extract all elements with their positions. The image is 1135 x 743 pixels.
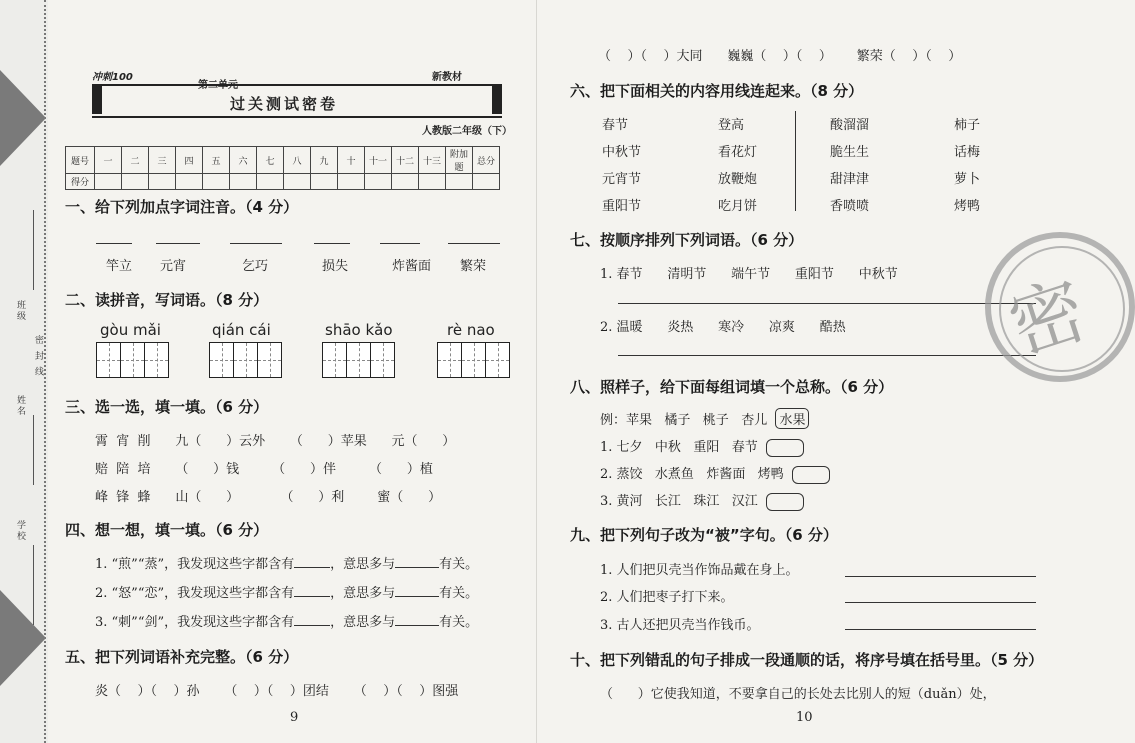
q6-col1-1[interactable]: 春节 xyxy=(602,118,629,133)
q1-answer-3[interactable] xyxy=(230,243,282,244)
q9-title: 九、把下列句子改为“被”字句。（6 分） xyxy=(570,526,838,544)
q7-answer-line-1[interactable] xyxy=(618,303,1036,304)
q1-word-2: 元宵 xyxy=(160,259,187,274)
q10-row[interactable]: （ ）它使我知道，不要拿自己的长处去比别人的短（duǎn）处， xyxy=(600,687,996,702)
q1-answer-2[interactable] xyxy=(156,243,200,244)
q2-grid-3[interactable] xyxy=(322,342,394,378)
q9-row-2: 2. 人们把枣子打下来。 xyxy=(600,590,734,605)
q6-col3-4[interactable]: 香喷喷 xyxy=(830,199,870,214)
q2-pinyin-2: qián cái xyxy=(212,321,271,339)
binding-label-class: 班级 xyxy=(15,300,25,322)
q1-title: 一、给下列加点字词注音。（4 分） xyxy=(65,198,299,216)
q2-title: 二、读拼音，写词语。（8 分） xyxy=(65,291,269,309)
score-table: 题号 一 二 三 四 五 六 七 八 九 十 十一 十二 十三 附加题 总分 得分 xyxy=(65,146,500,190)
q1-word-4: 损失 xyxy=(322,259,349,274)
q2-pinyin-1: gòu mǎi xyxy=(100,321,161,339)
q10-title: 十、把下列错乱的句子排成一段通顺的话，将序号填在括号里。（5 分） xyxy=(570,651,1044,669)
q1-answer-5[interactable] xyxy=(380,243,420,244)
q3-row-1[interactable]: 霄 宵 削 九（ ）云外 （ ）苹果 元（ ） xyxy=(95,434,456,449)
q5-title: 五、把下列词语补充完整。（6 分） xyxy=(65,648,299,666)
q4-title: 四、想一想，填一填。（6 分） xyxy=(65,521,269,539)
q1-word-3: 乞巧 xyxy=(242,259,269,274)
q1-word-6: 繁荣 xyxy=(460,259,487,274)
grade-label: 人教版二年级（下） xyxy=(422,126,512,137)
q2-pinyin-4: rè nao xyxy=(447,321,495,339)
q7-answer-line-2[interactable] xyxy=(618,355,1036,356)
stamp-text: 密 xyxy=(999,266,1097,372)
q4-row-3[interactable]: 3. “刺”“剑”，我发现这些字都含有 ，意思多与 有关。 xyxy=(95,615,479,630)
q6-col2-1[interactable]: 登高 xyxy=(718,118,745,133)
q6-title: 六、把下面相关的内容用线连起来。（8 分） xyxy=(570,82,864,100)
edition-label: 新教材 xyxy=(432,72,462,83)
q5-continued-row[interactable]: （ ）（ ）大同 巍巍（ ）（ ） 繁荣（ ）（ ） xyxy=(598,49,962,64)
q1-answer-6[interactable] xyxy=(448,243,500,244)
q3-row-2[interactable]: 赔 陪 培 （ ）钱 （ ）伴 （ ）植 xyxy=(95,462,433,477)
q7-title: 七、按顺序排列下列词语。（6 分） xyxy=(570,231,804,249)
q6-col4-2[interactable]: 话梅 xyxy=(954,145,981,160)
q6-col1-3[interactable]: 元宵节 xyxy=(602,172,642,187)
q2-grid-1[interactable] xyxy=(96,342,168,378)
q8-row-1[interactable]: 1. 七夕 中秋 重阳 春节 xyxy=(600,436,804,457)
page-number-left: 9 xyxy=(290,710,299,725)
q6-col4-4[interactable]: 烤鸭 xyxy=(954,199,981,214)
q2-grid-4[interactable] xyxy=(437,342,509,378)
q8-row-3[interactable]: 3. 黄河 长江 珠江 汉江 xyxy=(600,490,804,511)
page-number-right: 10 xyxy=(796,710,813,725)
q6-col3-3[interactable]: 甜津津 xyxy=(830,172,870,187)
q6-col2-2[interactable]: 看花灯 xyxy=(718,145,758,160)
q2-pinyin-3: shāo kǎo xyxy=(325,321,393,339)
q9-row-1: 1. 人们把贝壳当作饰品戴在身上。 xyxy=(600,563,799,578)
brand-label: 冲刺100 xyxy=(92,72,133,83)
q7-row-1: 1. 春节 清明节 端午节 重阳节 中秋节 xyxy=(600,267,898,282)
page-spine xyxy=(536,0,537,743)
q6-col2-3[interactable]: 放鞭炮 xyxy=(718,172,758,187)
q6-col3-2[interactable]: 脆生生 xyxy=(830,145,870,160)
q3-row-3[interactable]: 峰 锋 蜂 山（ ） （ ）利 蜜（ ） xyxy=(95,490,442,505)
binding-mark-top xyxy=(0,70,46,166)
q9-answer-1[interactable] xyxy=(845,576,1036,577)
binding-mark-bottom xyxy=(0,590,46,686)
q4-row-1[interactable]: 1. “煎”“蒸”，我发现这些字都含有 ，意思多与 有关。 xyxy=(95,557,479,572)
q6-col4-3[interactable]: 萝卜 xyxy=(954,172,981,187)
unit-label: 第二单元 xyxy=(198,80,238,91)
q6-col1-4[interactable]: 重阳节 xyxy=(602,199,642,214)
binding-label-name: 姓名 xyxy=(15,395,25,417)
q6-col3-1[interactable]: 酸溜溜 xyxy=(830,118,870,133)
q5-row[interactable]: 炎（ ）（ ）孙 （ ）（ ）团结 （ ）（ ）图强 xyxy=(95,684,459,699)
q1-word-1: 竿立 xyxy=(106,259,133,274)
binding-seal-line: 密 封 线 xyxy=(33,335,43,378)
q6-col1-2[interactable]: 中秋节 xyxy=(602,145,642,160)
q8-example-answer: 水果 xyxy=(775,408,809,429)
q6-col4-1[interactable]: 柿子 xyxy=(954,118,981,133)
q9-row-3: 3. 古人还把贝壳当作钱币。 xyxy=(600,618,760,633)
binding-label-school: 学校 xyxy=(15,520,25,542)
q7-row-2: 2. 温暖 炎热 寒冷 凉爽 酷热 xyxy=(600,320,846,335)
q6-col2-4[interactable]: 吃月饼 xyxy=(718,199,758,214)
q4-row-2[interactable]: 2. “怒”“恋”，我发现这些字都含有 ，意思多与 有关。 xyxy=(95,586,479,601)
q3-title: 三、选一选，填一填。（6 分） xyxy=(65,398,269,416)
q8-row-2[interactable]: 2. 蒸饺 水煮鱼 炸酱面 烤鸭 xyxy=(600,463,830,484)
q1-word-5: 炸酱面 xyxy=(392,259,432,274)
q2-grid-2[interactable] xyxy=(209,342,281,378)
q9-answer-2[interactable] xyxy=(845,602,1036,603)
q1-answer-1[interactable] xyxy=(96,243,132,244)
q8-title: 八、照样子，给下面每组词填一个总称。（6 分） xyxy=(570,378,894,396)
q6-divider xyxy=(795,111,796,211)
q1-answer-4[interactable] xyxy=(314,243,350,244)
page-title: 过关测试密卷 xyxy=(230,95,339,113)
confidential-stamp xyxy=(985,232,1135,382)
q9-answer-3[interactable] xyxy=(845,629,1036,630)
q8-example: 例：苹果 橘子 桃子 杏儿 水果 xyxy=(600,408,809,429)
